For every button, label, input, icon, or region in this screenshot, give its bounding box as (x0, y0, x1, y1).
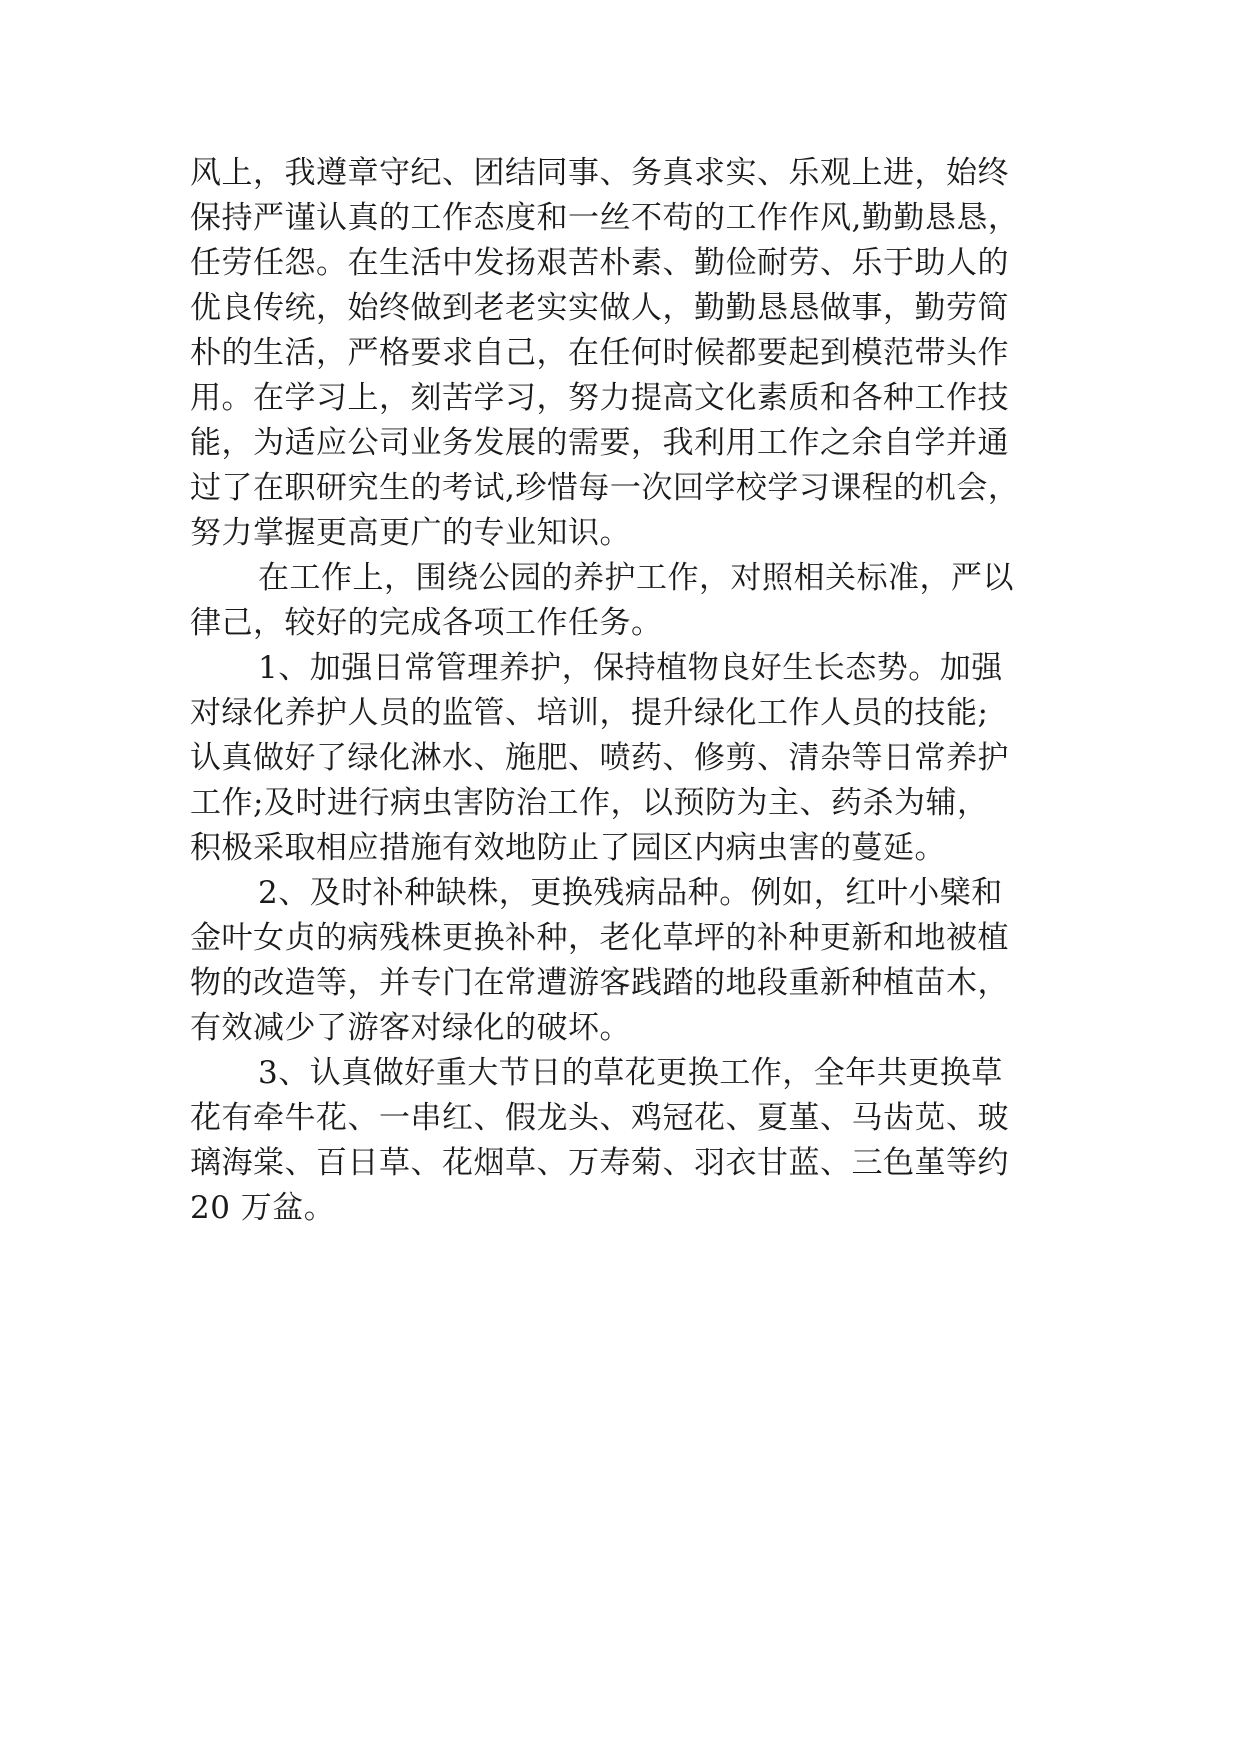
text-line-2: 保持严谨认真的工作态度和一丝不苟的工作作风,勤勤恳恳， (190, 200, 1020, 236)
text-line-14: 认真做好了绿化淋水、施肥、喷药、修剪、清杂等日常养护 (190, 740, 1009, 776)
text-line-12: 1、加强日常管理养护，保持植物良好生长态势。加强 (258, 650, 1003, 686)
text-line-21: 3、认真做好重大节日的草花更换工作，全年共更换草 (258, 1055, 1003, 1091)
text-line-18: 金叶女贞的病残株更换补种，老化草坪的补种更新和地被植 (190, 920, 1009, 956)
text-line-3: 任劳任怨。在生活中发扬艰苦朴素、勤俭耐劳、乐于助人的 (190, 245, 1009, 281)
text-line-11: 律己，较好的完成各项工作任务。 (190, 605, 663, 641)
text-line-10: 在工作上，围绕公园的养护工作，对照相关标准，严以 (258, 560, 1014, 596)
text-line-4: 优良传统，始终做到老老实实做人，勤勤恳恳做事，勤劳简 (190, 290, 1009, 326)
text-line-17: 2、及时补种缺株，更换残病品种。例如，红叶小檗和 (258, 875, 1003, 911)
text-line-5: 朴的生活，严格要求自己，在任何时候都要起到模范带头作 (190, 335, 1009, 371)
text-line-19: 物的改造等，并专门在常遭游客践踏的地段重新种植苗木， (190, 965, 1009, 1001)
text-line-9: 努力掌握更高更广的专业知识。 (190, 515, 631, 551)
text-line-20: 有效减少了游客对绿化的破坏。 (190, 1010, 631, 1046)
text-line-22: 花有牵牛花、一串红、假龙头、鸡冠花、夏堇、马齿苋、玻 (190, 1100, 1009, 1136)
text-line-7: 能，为适应公司业务发展的需要，我利用工作之余自学并通 (190, 425, 1009, 461)
text-line-24: 20 万盆。 (190, 1190, 336, 1226)
text-line-23: 璃海棠、百日草、花烟草、万寿菊、羽衣甘蓝、三色堇等约 (190, 1145, 1009, 1181)
text-line-1: 风上，我遵章守纪、团结同事、务真求实、乐观上进，始终 (190, 155, 1009, 191)
text-line-13: 对绿化养护人员的监管、培训，提升绿化工作人员的技能; (190, 695, 989, 731)
text-line-8: 过了在职研究生的考试,珍惜每一次回学校学习课程的机会， (190, 470, 1020, 506)
text-line-15: 工作;及时进行病虫害防治工作，以预防为主、药杀为辅， (190, 785, 989, 821)
text-line-16: 积极采取相应措施有效地防止了园区内病虫害的蔓延。 (190, 830, 946, 866)
text-line-6: 用。在学习上，刻苦学习，努力提高文化素质和各种工作技 (190, 380, 1009, 416)
